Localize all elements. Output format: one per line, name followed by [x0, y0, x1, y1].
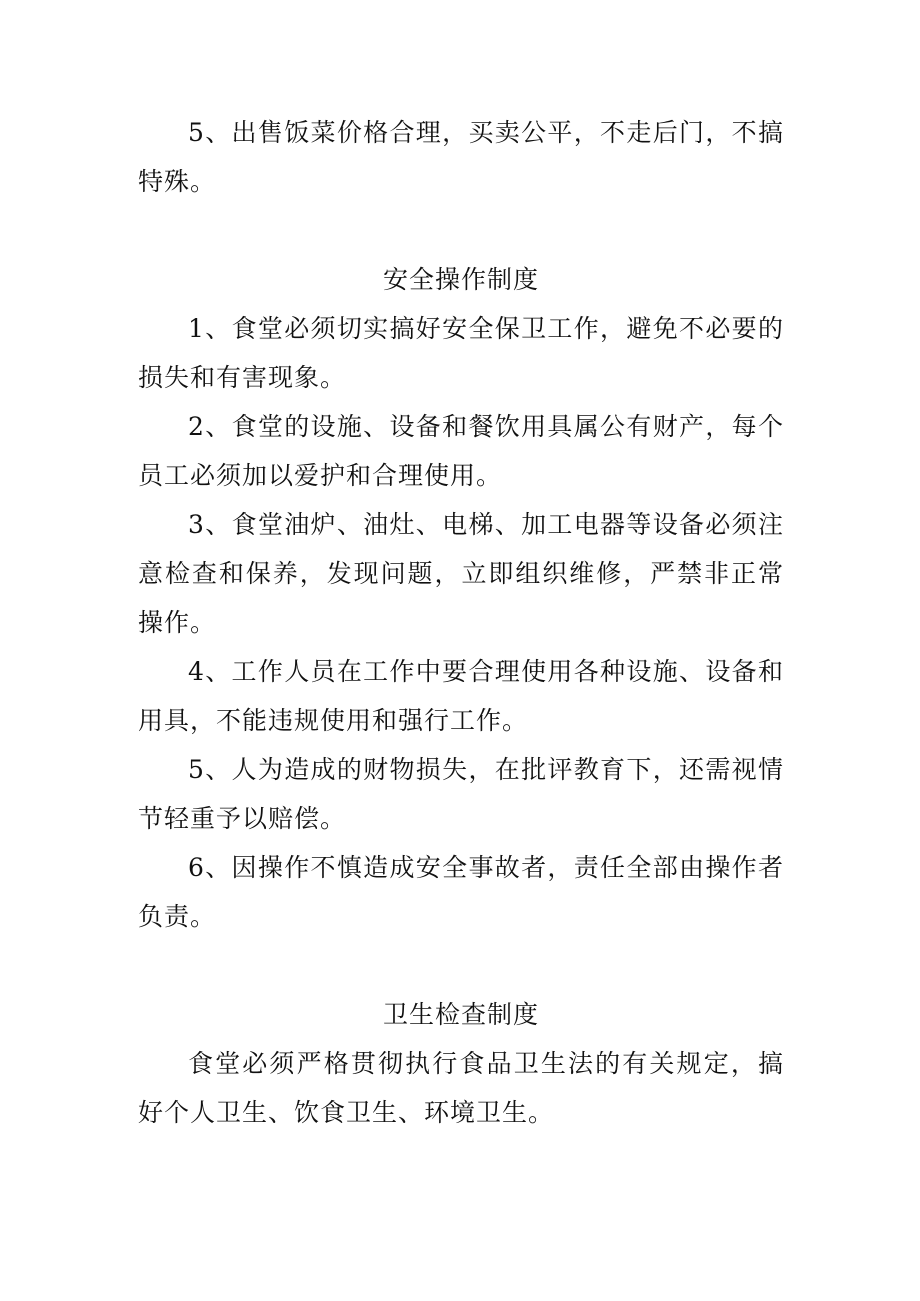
safety-item-3: 3、食堂油炉、油灶、电梯、加工电器等设备必须注意检查和保养，发现问题，立即组织维修，严禁非正常操作。	[138, 510, 784, 637]
intro-item-5: 5、出售饭菜价格合理，买卖公平，不走后门，不搞特殊。	[138, 118, 784, 196]
safety-item-5: 5、人为造成的财物损失，在批评教育下，还需视情节轻重予以赔偿。	[138, 755, 784, 833]
section-gap	[138, 941, 784, 990]
document-page	[138, 108, 784, 1137]
hygiene-section-title: 卫生检查制度	[382, 1000, 539, 1029]
safety-item-4: 4、工作人员在工作中要合理使用各种设施、设备和用具，不能违规使用和强行工作。	[138, 657, 784, 735]
section-gap	[138, 206, 784, 255]
safety-section-title: 安全操作制度	[382, 265, 539, 294]
safety-item-2: 2、食堂的设施、设备和餐饮用具属公有财产，每个员工必须加以爱护和合理使用。	[138, 412, 784, 490]
safety-item-6: 6、因操作不慎造成安全事故者，责任全部由操作者负责。	[138, 853, 784, 931]
hygiene-intro: 食堂必须严格贯彻执行食品卫生法的有关规定，搞好个人卫生、饮食卫生、环境卫生。	[138, 1049, 784, 1127]
safety-item-1: 1、食堂必须切实搞好安全保卫工作，避免不必要的损失和有害现象。	[138, 314, 784, 392]
